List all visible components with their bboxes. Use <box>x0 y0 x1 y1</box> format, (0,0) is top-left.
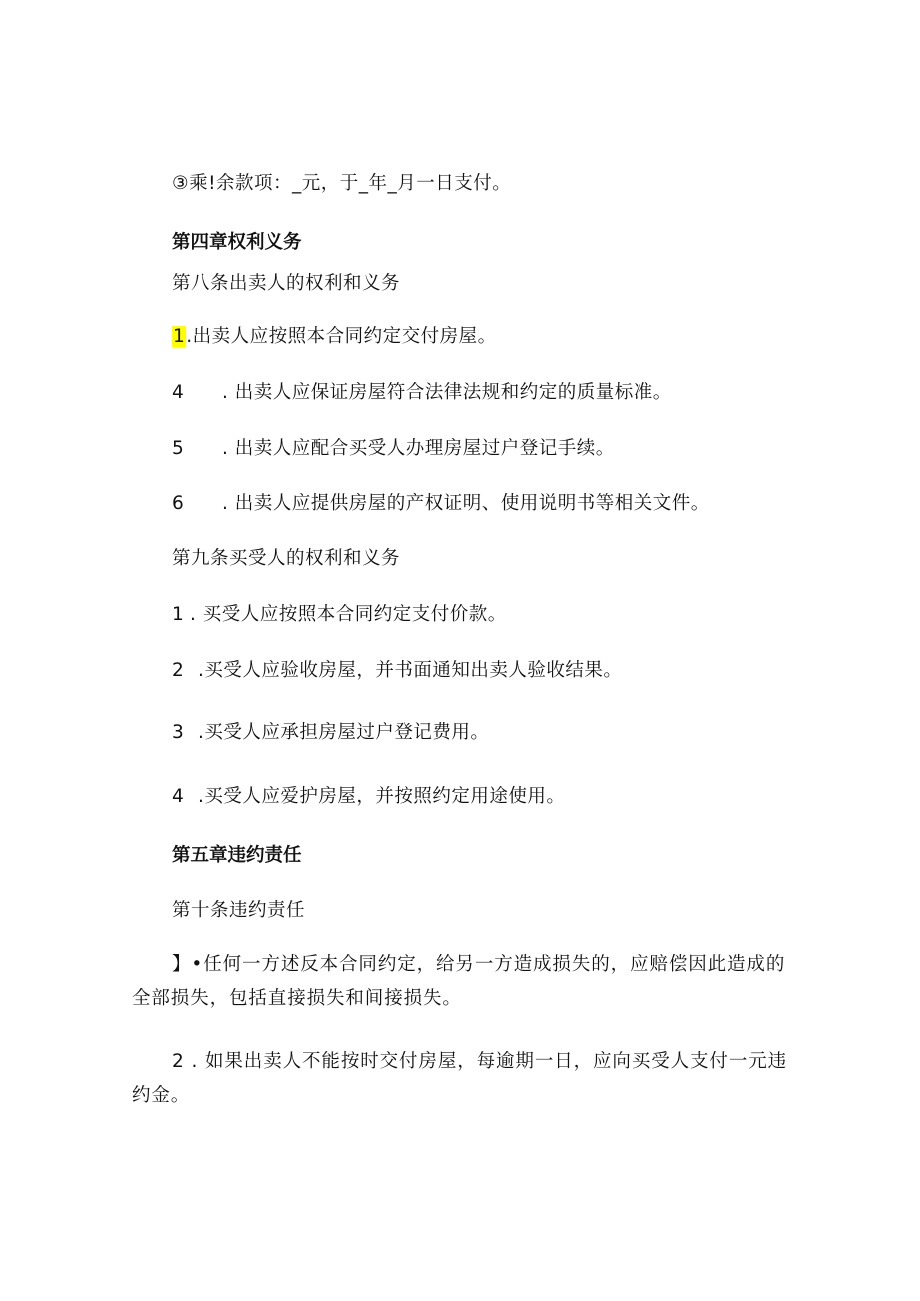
article-9-item-1-text: . 买受人应按照本合同约定支付价款。 <box>190 604 507 625</box>
article-8-item-1 <box>172 325 497 349</box>
article-8-item-4 <box>172 492 710 516</box>
chapter-5-title: 第五章违约责任 <box>172 845 302 866</box>
article-9-item-2 <box>172 659 622 683</box>
article-8-title: 第八条出卖人的权利和义务 <box>172 273 401 294</box>
article-10-clause-1 <box>132 948 792 1016</box>
article-9-item-4 <box>172 785 565 809</box>
article-8-item-2-number: 4 <box>172 382 185 403</box>
article-8-item-3-text: . 出卖人应配合买受人办理房屋过户登记手续。 <box>222 438 615 459</box>
article-10-clause-1-text: 】•任何一方述反本合同约定，给另一方造成损失的，应赔偿因此造成的全部损失，包括直接损失和间接损失。 <box>132 954 786 1009</box>
article-9-item-2-number: 2 <box>172 660 185 681</box>
article-8-item-1-text: .出卖人应按照本合同约定交付房屋。 <box>186 326 497 347</box>
article-9-item-4-text: .买受人应爱护房屋，并按照约定用途使用。 <box>198 786 566 807</box>
article-10-clause-2 <box>132 1045 792 1113</box>
article-9-item-3 <box>172 721 489 745</box>
article-8-item-3 <box>172 437 615 461</box>
article-9-item-3-number: 3 <box>172 722 185 743</box>
article-9-item-1-number: 1 <box>172 604 185 625</box>
article-9-item-2-text: .买受人应验收房屋，并书面通知出卖人验收结果。 <box>198 660 623 681</box>
article-8-item-3-number: 5 <box>172 438 185 459</box>
article-9-item-1 <box>172 603 507 627</box>
article-8-item-4-number: 6 <box>172 493 185 514</box>
article-8-item-4-text: . 出卖人应提供房屋的产权证明、使用说明书等相关文件。 <box>222 493 710 514</box>
article-8-item-2-text: . 出卖人应保证房屋符合法律法规和约定的质量标准。 <box>222 382 672 403</box>
payment-clause-line: ③乘!余款项：_元，于_年_月一日支付。 <box>172 173 512 194</box>
article-9-title: 第九条买受人的权利和义务 <box>172 548 401 569</box>
chapter-4-title: 第四章权利义务 <box>172 232 302 253</box>
article-9-item-4-number: 4 <box>172 786 185 807</box>
article-10-title: 第十条违约责任 <box>172 900 306 921</box>
article-8-item-2 <box>172 381 672 405</box>
article-10-clause-2-text: 2 . 如果出卖人不能按时交付房屋，每逾期一日，应向买受人支付一元违约金。 <box>132 1051 788 1106</box>
article-8-item-1-number: 1 <box>173 326 186 347</box>
article-9-item-3-text: .买受人应承担房屋过户登记费用。 <box>198 722 490 743</box>
